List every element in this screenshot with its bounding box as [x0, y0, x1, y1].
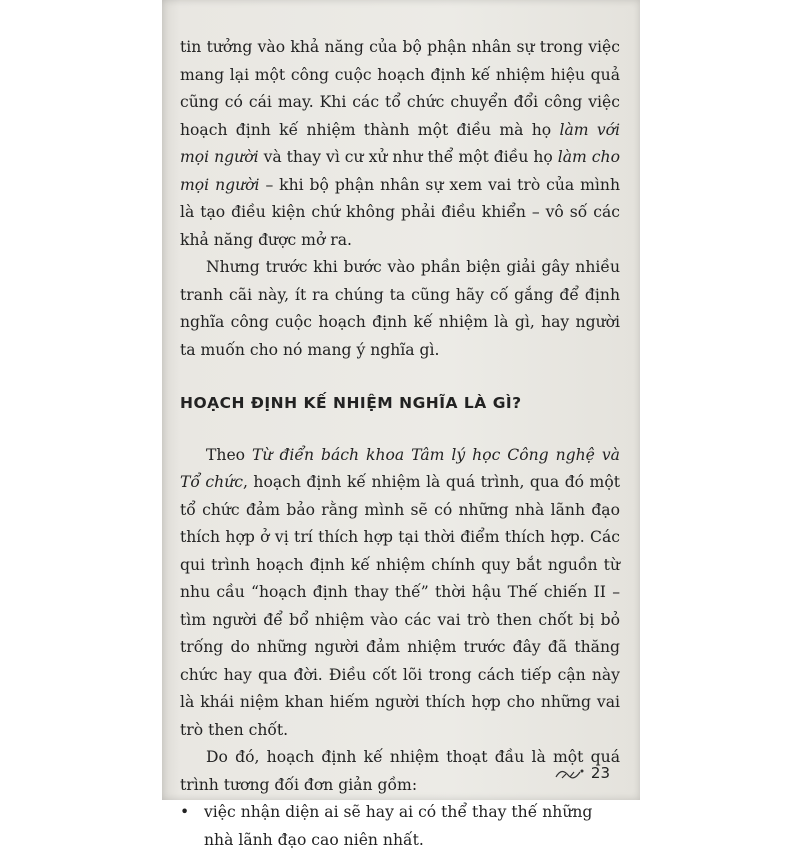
- text-run: và thay vì cư xử như thể một điều họ: [258, 148, 558, 166]
- paragraph-2: [180, 254, 620, 364]
- text-run: Nhưng trước khi bước vào phần biện giải gây nhiều tranh cãi này, ít ra chúng ta cũng hãy cố gắng để định nghĩa công cuộc hoạch định kế nhiệm là gì, hay người ta muốn cho nó mang ý nghĩa gì.: [180, 258, 620, 359]
- text-run: – khi bộ phận nhân sự xem vai trò của mình là tạo điều kiện chứ không phải điều khiển – vô số các khả năng được mở ra.: [180, 175, 620, 249]
- page-content: [180, 34, 620, 854]
- italic-text: làm cho mọi người: [180, 148, 620, 194]
- text-run: tin tưởng vào khả năng của bộ phận nhân sự trong việc mang lại một công cuộc hoạch định kế nhiệm hiệu quả cũng có cái may. Khi các tổ chức chuyển đổi công việc hoạch định kế nhiệm thành một điều mà họ: [180, 38, 620, 139]
- italic-text: làm với mọi người: [180, 120, 621, 166]
- text-run: , hoạch định kế nhiệm là quá trình, qua đó một tổ chức đảm bảo rằng mình sẽ có những nhà lãnh đạo thích hợp ở vị trí thích hợp tại thời điểm thích hợp. Các qui trình hoạch định kế nhiệm chính quy bắt nguồn từ nhu cầu “hoạch định thay thế” thời hậu Thế chiến II – tìm người để bổ nhiệm vào các vai trò then chốt bị bỏ trống do những người đảm nhiệm trước đây đã thăng chức hay qua đời. Điều cốt lõi trong cách tiếp cận này là khái niệm khan hiếm người thích hợp cho những vai trò then chốt.: [180, 473, 620, 739]
- ornament-icon: [554, 766, 588, 780]
- text-run: Theo: [206, 445, 253, 464]
- paragraph-1: [180, 34, 620, 254]
- bullet-list: [180, 799, 620, 854]
- bullet-item: • việc nhận diện ai sẽ hay ai có thể thay thế những nhà lãnh đạo cao niên nhất.: [180, 799, 620, 854]
- book-page: [162, 0, 640, 849]
- italic-text: Từ điển bách khoa Tâm lý học Công nghệ và Tổ chức: [180, 445, 620, 491]
- paragraph-3: [180, 442, 620, 745]
- page-number: 23: [590, 764, 610, 782]
- text-run: Do đó, hoạch định kế nhiệm thoạt đầu là một quá trình tương đối đơn giản gồm:: [180, 748, 620, 794]
- section-heading: HOẠCH ĐỊNH KẾ NHIỆM NGHĨA LÀ GÌ?: [180, 394, 522, 412]
